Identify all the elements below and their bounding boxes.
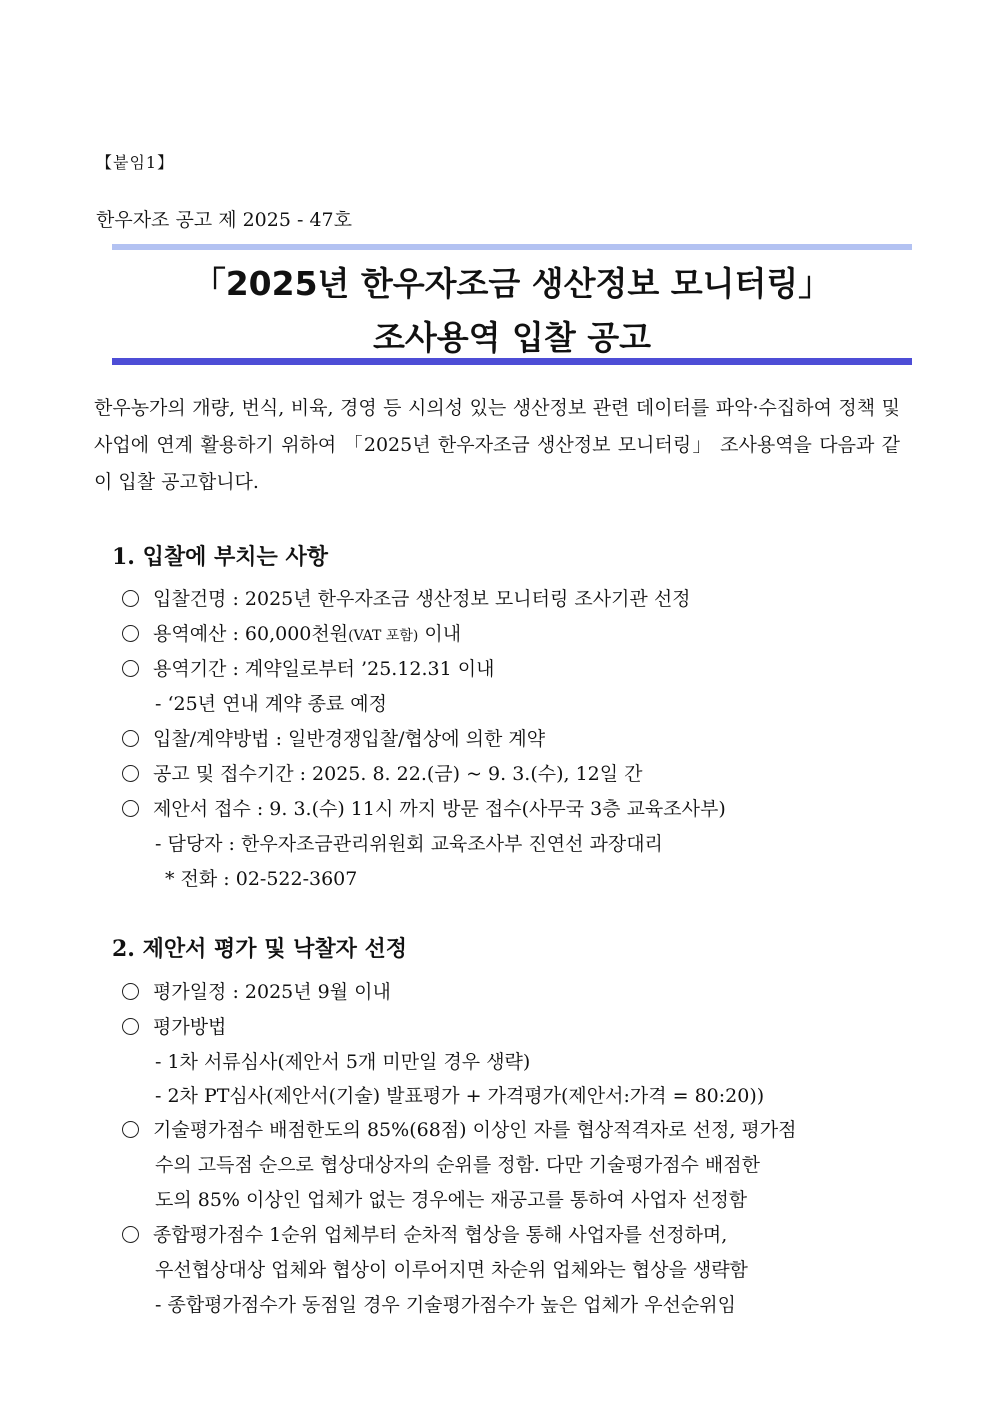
bullet-circle-icon (122, 660, 139, 677)
section2-subitem: - 2차 PT심사(제안서(기술) 발표평가 + 가격평가(제안서:가격 = 80:20)) (155, 1085, 765, 1107)
bullet-circle-icon (122, 1018, 139, 1035)
section1-item: 입찰건명 : 2025년 한우자조금 생산정보 모니터링 조사기관 선정 (122, 584, 691, 611)
section2-item: 종합평가점수 1순위 업체부터 순차적 협상을 통해 사업자를 선정하며, (122, 1220, 727, 1247)
bullet-circle-icon (122, 1226, 139, 1243)
section1-item: 입찰/계약방법 : 일반경쟁입찰/협상에 의한 계약 (122, 724, 545, 751)
attachment-label: 【붙임1】 (96, 153, 175, 172)
bullet-circle-icon (122, 625, 139, 642)
title-top-rule (112, 244, 912, 250)
bullet-circle-icon (122, 983, 139, 1000)
intro-paragraph: 한우농가의 개량, 번식, 비육, 경영 등 시의성 있는 생산정보 관련 데이터를 파악·수집하여 정책 및 사업에 연계 활용하기 위하여 「2025년 한우자조금 생산정보 모니터링」 조사용역을 다음과 같이 입찰 공고합니다. (94, 397, 900, 493)
bullet-circle-icon (122, 800, 139, 817)
page-title-line2: 조사용역 입찰 공고 (372, 318, 651, 357)
section2-item-continuation: 도의 85% 이상인 업체가 없는 경우에는 재공고를 통하여 사업자 선정함 (155, 1189, 748, 1211)
section2-subitem: - 1차 서류심사(제안서 5개 미만일 경우 생략) (155, 1051, 531, 1073)
section1-subitem: * 전화 : 02-522-3607 (165, 868, 358, 890)
section1-subitem: - 담당자 : 한우자조금관리위원회 교육조사부 진연선 과장대리 (155, 833, 663, 855)
section2-item: 평가방법 (122, 1012, 226, 1039)
notice-number: 한우자조 공고 제 2025 - 47호 (96, 209, 352, 231)
section1-item: 용역예산 : 60,000천원(VAT 포함) 이내 (122, 619, 461, 646)
section1-item: 제안서 접수 : 9. 3.(수) 11시 까지 방문 접수(사무국 3층 교육조사부) (122, 794, 726, 821)
bullet-circle-icon (122, 765, 139, 782)
section1-heading: 1. 입찰에 부치는 사항 (112, 544, 328, 570)
section2-item: 평가일정 : 2025년 9월 이내 (122, 977, 391, 1004)
section2-subitem: - 종합평가점수가 동점일 경우 기술평가점수가 높은 업체가 우선순위임 (155, 1294, 736, 1316)
section2-item: 기술평가점수 배점한도의 85%(68점) 이상인 자를 협상적격자로 선정, 평가점 (122, 1115, 796, 1142)
section1-subitem: - ‘25년 연내 계약 종료 예정 (155, 693, 388, 715)
bullet-circle-icon (122, 1121, 139, 1138)
section2-heading: 2. 제안서 평가 및 낙찰자 선정 (112, 936, 408, 962)
bullet-circle-icon (122, 590, 139, 607)
title-bottom-rule (112, 358, 912, 365)
section1-item: 용역기간 : 계약일로부터 ’25.12.31 이내 (122, 654, 494, 681)
section1-item: 공고 및 접수기간 : 2025. 8. 22.(금) ~ 9. 3.(수), 12일 간 (122, 759, 643, 786)
section2-item-continuation: 수의 고득점 순으로 협상대상자의 순위를 정함. 다만 기술평가점수 배점한 (155, 1154, 760, 1176)
section2-item-continuation: 우선협상대상 업체와 협상이 이루어지면 차순위 업체와는 협상을 생략함 (155, 1259, 748, 1281)
page-title-line1: 「2025년 한우자조금 생산정보 모니터링」 (192, 264, 832, 303)
bullet-circle-icon (122, 730, 139, 747)
